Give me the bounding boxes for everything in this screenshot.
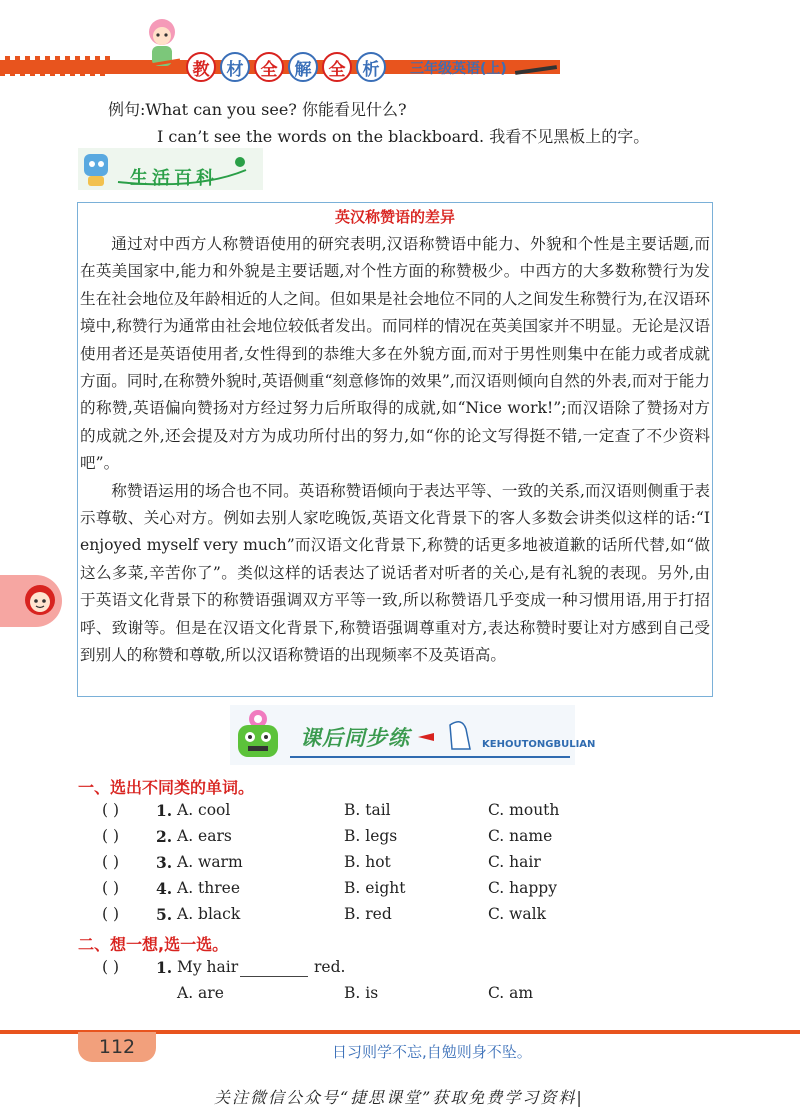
option-c[interactable]: C. mouth <box>488 801 560 819</box>
option-a[interactable]: A. warm <box>177 853 243 871</box>
option-a[interactable]: A. black <box>177 905 241 923</box>
footer-motto: 日习则学不忘,自勉则身不坠。 <box>332 1043 532 1061</box>
footer-note: 关注微信公众号“捷思课堂”获取免费学习资料| <box>214 1088 584 1107</box>
example-sentence-1: 例句:What can you see? 你能看见什么? <box>108 100 407 119</box>
example-sentence-2: I can’t see the words on the blackboard. 我看不见黑板上的字。 <box>157 127 650 146</box>
life-section-label: 生活百科 <box>130 168 218 189</box>
article-paragraph: 称赞语运用的场合也不同。英语称赞语倾向于表达平等、一致的关系,而汉语则侧重于表示尊敬、关心对方。例如去别人家吃晚饭,英语文化背景下的客人多数会讲类似这样的话:“I enjoyed myself very much”而汉语文化背景下,称赞的话更多地被道歉的话所代替,如“做这么多菜,辛苦你了”。类似这样的话表达了说话者对听者的关心,是有礼貌的表现。另外,由于英语文化背景下的称赞语强调双方平等一致,所以称赞语几乎变成一种习惯用语,用于打招呼、致谢等。但是在汉语文化背景下,称赞语强调尊重对方,表达称赞时要让对方感到自己受到别人的称赞和尊敬,所以汉语称赞语的出现频率不及英语高。 <box>80 481 710 665</box>
question-paren[interactable]: ( ) <box>102 801 120 819</box>
option-a[interactable]: A. cool <box>177 801 231 819</box>
question-number: 2. <box>156 827 173 846</box>
option-b[interactable]: B. is <box>344 984 379 1002</box>
header-title <box>186 52 386 82</box>
question-number: 4. <box>156 879 173 898</box>
section-1-heading: 一、选出不同类的单词。 <box>78 778 255 797</box>
option-a[interactable]: A. ears <box>177 827 232 845</box>
question-number: 1. <box>156 958 173 977</box>
practice-banner-label: 课后同步练 <box>300 726 410 750</box>
title-char: 教 <box>186 52 216 82</box>
title-char: 全 <box>322 52 352 82</box>
question-paren[interactable]: ( ) <box>102 853 120 871</box>
article-title: 英汉称赞语的差异 <box>334 208 455 226</box>
question-text-after: red. <box>314 958 346 976</box>
question-number: 3. <box>156 853 173 872</box>
question-text-before: My hair <box>177 958 239 976</box>
article-body <box>80 231 710 670</box>
title-char: 解 <box>288 52 318 82</box>
option-c[interactable]: C. name <box>488 827 553 845</box>
option-a[interactable]: A. three <box>177 879 241 897</box>
grade-label: 三年级英语(上) <box>410 61 507 77</box>
option-b[interactable]: B. eight <box>344 879 406 897</box>
question-number: 1. <box>156 801 173 820</box>
option-c[interactable]: C. am <box>488 984 534 1002</box>
question-paren[interactable]: ( ) <box>102 827 120 845</box>
option-c[interactable]: C. walk <box>488 905 547 923</box>
question-paren[interactable]: ( ) <box>102 958 120 976</box>
option-c[interactable]: C. happy <box>488 879 557 897</box>
question-paren[interactable]: ( ) <box>102 879 120 897</box>
option-c[interactable]: C. hair <box>488 853 541 871</box>
cartoon-face-icon <box>22 582 58 618</box>
question-paren[interactable]: ( ) <box>102 905 120 923</box>
title-char: 材 <box>220 52 250 82</box>
page-number: 112 <box>78 1032 156 1062</box>
article-paragraph: 通过对中西方人称赞语使用的研究表明,汉语称赞语中能力、外貌和个性是主要话题,而在英美国家中,能力和外貌是主要话题,对个性方面的称赞极少。中西方的大多数称赞行为发生在社会地位及年龄相近的人之间。但如果是社会地位不同的人之间发生称赞行为,在汉语环境中,称赞行为通常由社会地位较低者发出。而同样的情况在英美国家并不明显。无论是汉语使用者还是英语使用者,女性得到的恭维大多在外貌方面,而对于男性则集中在能力或者成就方面。同时,在称赞外貌时,英语侧重“刻意修饰的效果”,而汉语则倾向自然的外表,而对于能力的称赞,英语偏向赞扬对方经过努力后所取得的成就,如“Nice work!”;而汉语除了赞扬对方的成就之外,还会提及对方为成功所付出的努力,如“你的论文写得挺不错,一定查了不少资料吧”。 <box>80 235 710 473</box>
option-b[interactable]: B. legs <box>344 827 398 845</box>
option-b[interactable]: B. red <box>344 905 392 923</box>
option-b[interactable]: B. tail <box>344 801 391 819</box>
title-char: 全 <box>254 52 284 82</box>
practice-banner-pinyin: KEHOUTONGBULIAN <box>482 739 596 750</box>
question-number: 5. <box>156 905 173 924</box>
answer-blank[interactable] <box>240 976 308 977</box>
section-2-heading: 二、想一想,选一选。 <box>78 935 229 954</box>
title-char: 析 <box>356 52 386 82</box>
option-a[interactable]: A. are <box>177 984 224 1002</box>
mascot-icon <box>140 16 184 72</box>
option-b[interactable]: B. hot <box>344 853 391 871</box>
